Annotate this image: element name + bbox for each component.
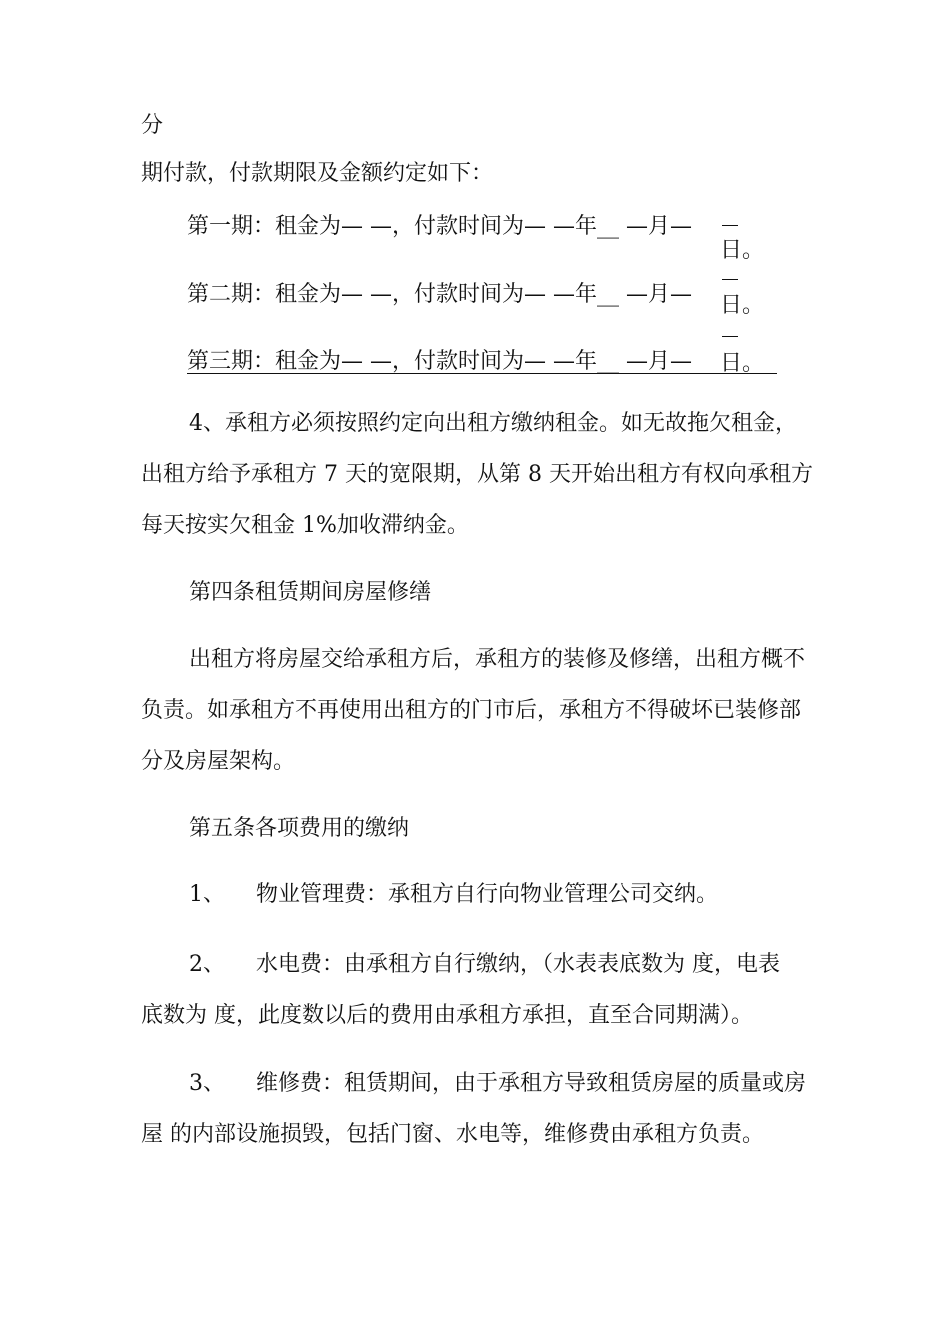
article-5-title: 第五条各项费用的缴纳 xyxy=(189,816,410,841)
clause-4-line-2: 出租方给予承租方 7 天的宽限期，从第 8 天开始出租方有权向承租方 xyxy=(141,462,813,487)
article-4-line-3: 分及房屋架构。 xyxy=(141,749,296,774)
item-3-text: 维修费：租赁期间，由于承租方导致租赁房屋的质量或房 xyxy=(256,1071,807,1096)
item-1-number: 1、 xyxy=(189,882,225,907)
article-4-line-2: 负责。如承租方不再使用出租方的门市后，承租方不得破坏已装修部 xyxy=(141,698,802,723)
clause-4-line-1: 4、承租方必须按照约定向出租方缴纳租金。如无故拖欠租金， xyxy=(189,411,797,436)
item-2-text: 水电费：由承租方自行缴纳，（水表表底数为 度，电表 xyxy=(256,952,780,977)
item-1-text: 物业管理费：承租方自行向物业管理公司交纳。 xyxy=(256,882,719,907)
item-3-continuation: 屋 的内部设施损毁，包括门窗、水电等，维修费由承租方负责。 xyxy=(141,1122,764,1147)
schedule-row-2-dash-top xyxy=(722,279,738,280)
schedule-row-3-dash-top xyxy=(722,336,738,337)
item-2-number: 2、 xyxy=(189,952,225,977)
schedule-row-1-day: 日。 xyxy=(720,238,765,263)
schedule-row-3-day: 日。 xyxy=(720,351,765,376)
schedule-row-2: 第二期：租金为— —，付款时间为— —年__ —月— xyxy=(187,282,692,307)
installment-intro: 期付款，付款期限及金额约定如下： xyxy=(141,161,494,186)
schedule-row-1: 第一期：租金为— —，付款时间为— —年__ —月— xyxy=(187,214,692,239)
schedule-row-3: 第三期：租金为— —，付款时间为— —年__ —月— xyxy=(187,349,692,374)
fragment-text: 分 xyxy=(141,113,164,138)
clause-4-line-3: 每天按实欠租金 1%加收滞纳金。 xyxy=(141,513,469,538)
schedule-row-1-dash xyxy=(722,225,738,226)
schedule-row-2-day: 日。 xyxy=(720,293,765,318)
item-3-number: 3、 xyxy=(189,1071,225,1096)
item-2-continuation: 底数为 度，此度数以后的费用由承租方承担，直至合同期满）。 xyxy=(141,1003,753,1028)
article-4-line-1: 出租方将房屋交给承租方后，承租方的装修及修缮，出租方概不 xyxy=(189,647,806,672)
article-4-title: 第四条租赁期间房屋修缮 xyxy=(189,580,432,605)
schedule-underline xyxy=(187,373,777,374)
